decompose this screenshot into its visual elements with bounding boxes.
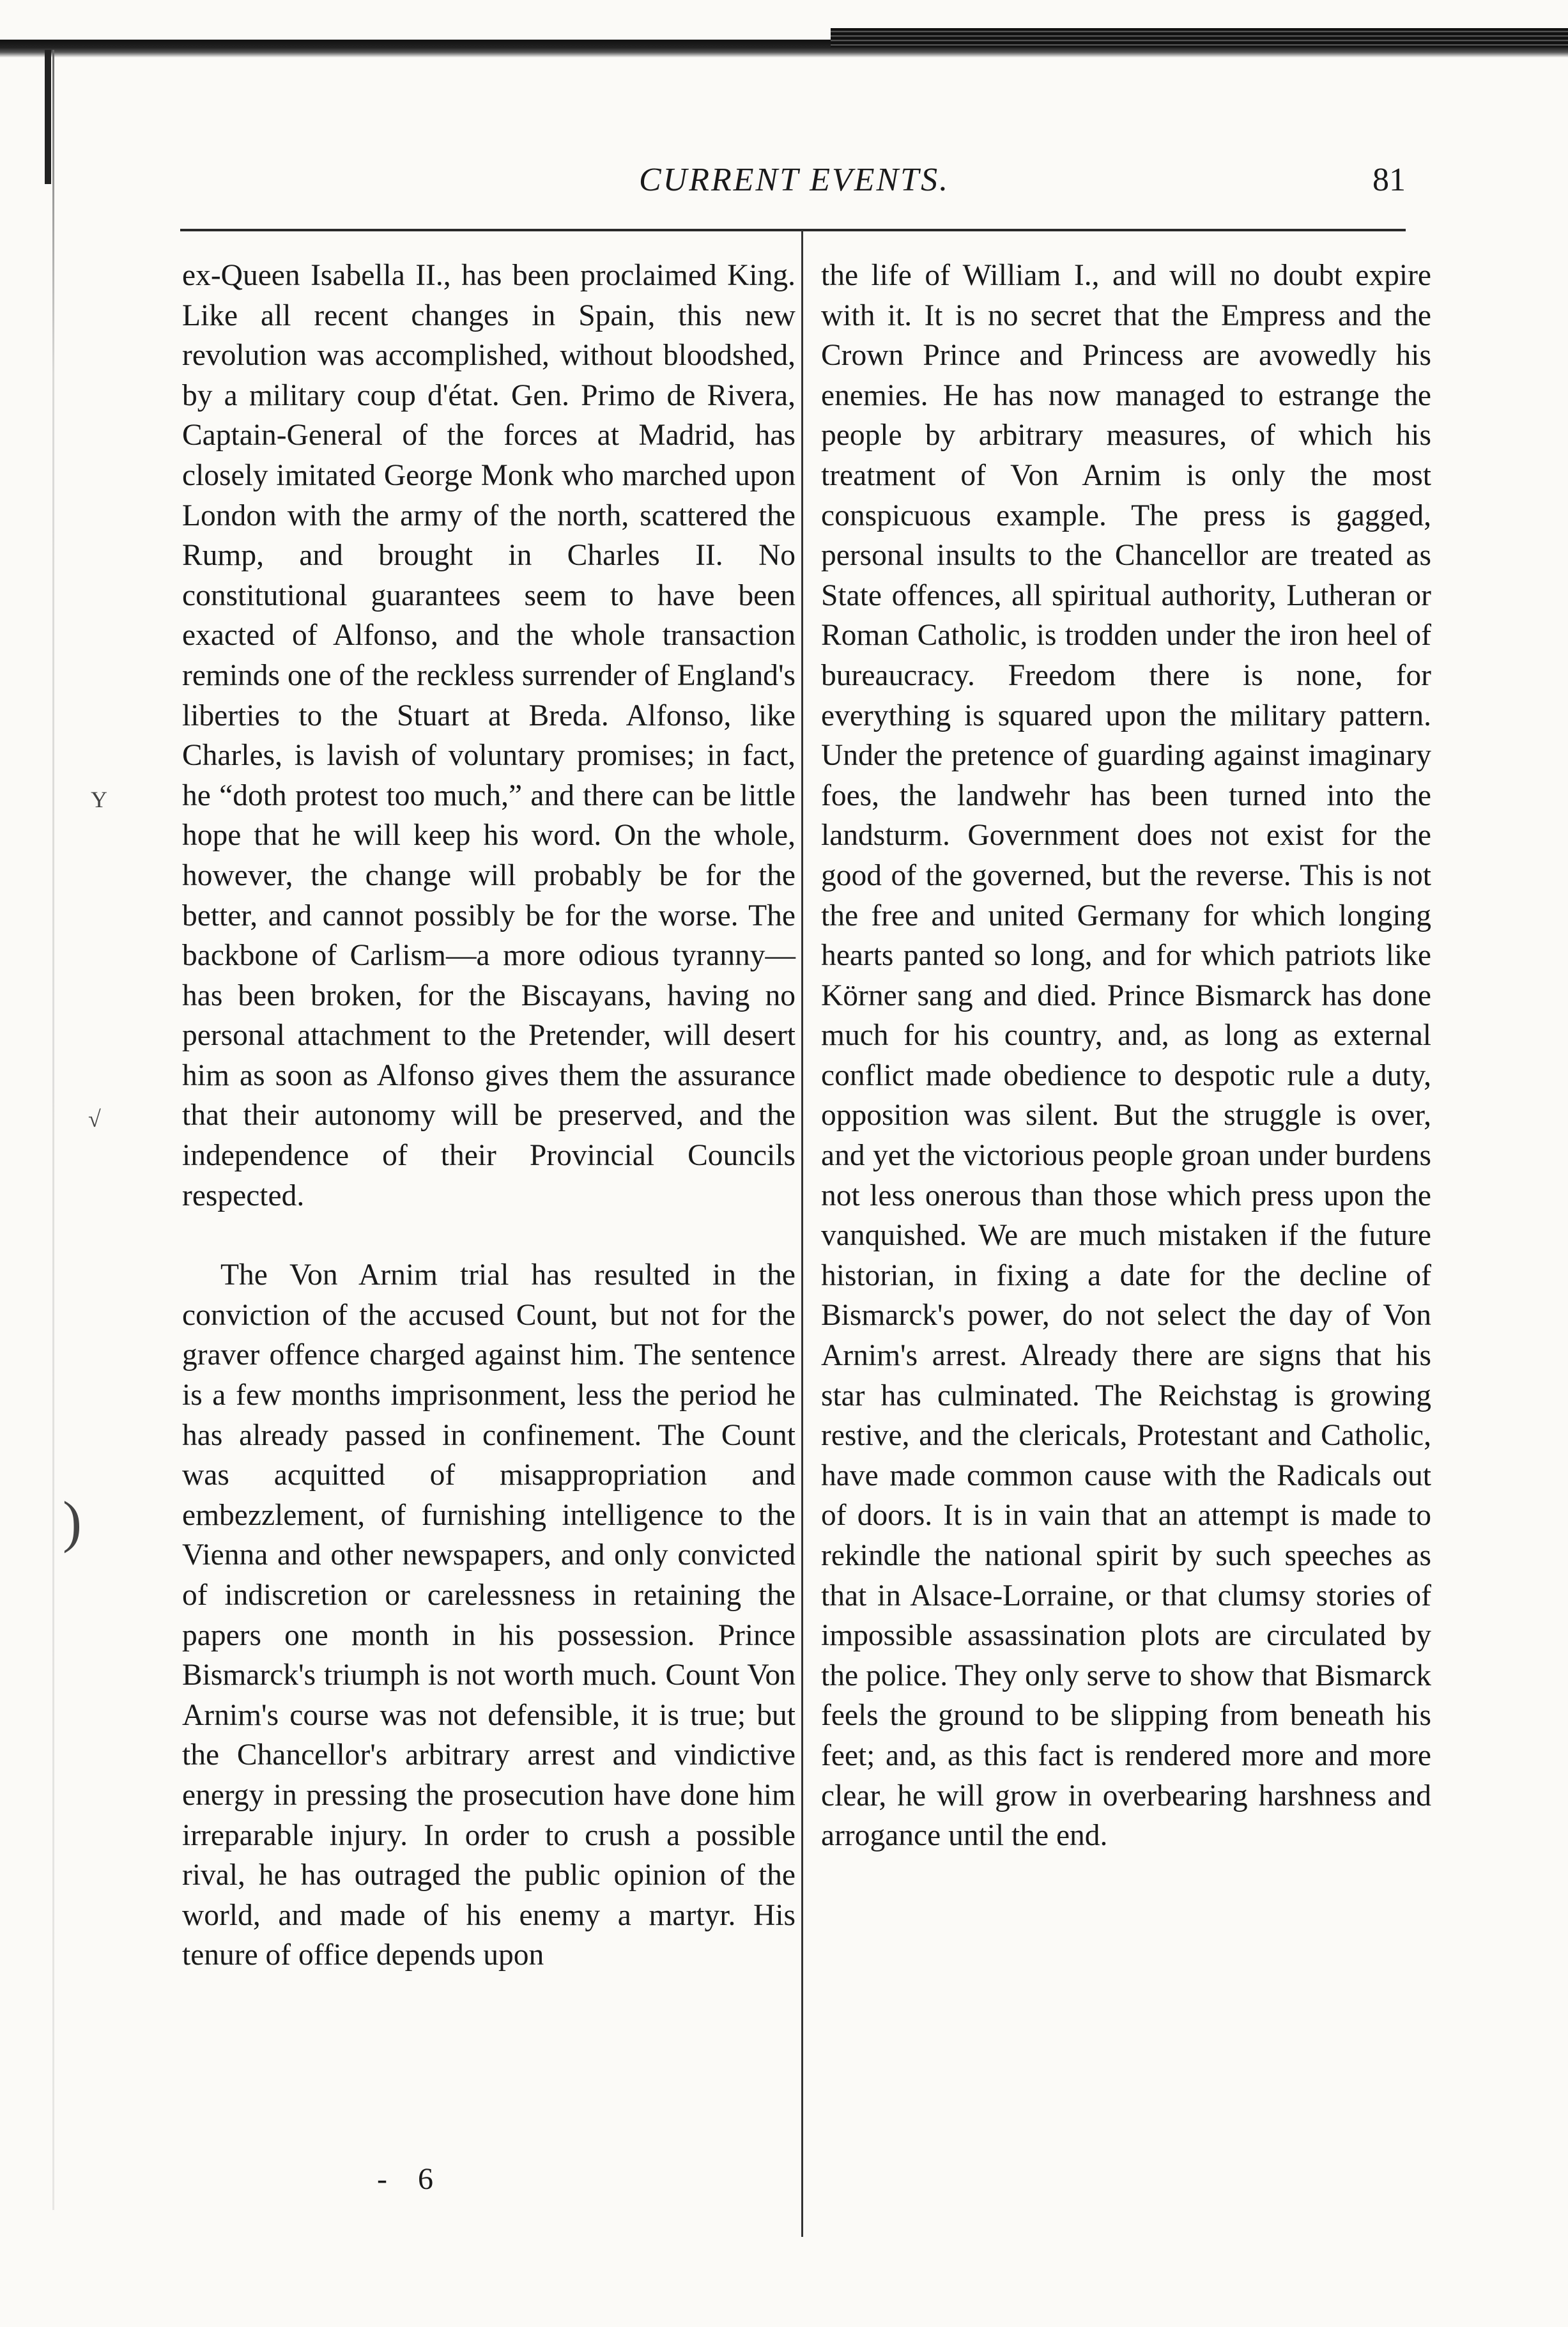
- left-paragraph-spain: ex-Queen Isabella II., has been proclaimed King. Like all recent changes in Spain, this new revolution was accomplished, without bloodshed, by a military coup d'état. Gen. Primo de Rivera, Captain-General of the forces at Madrid, has closely imitated George Monk who marched upon London with the army of the north, scattered the Rump, and brought in Charles II. No constitutional guarantees seem to have been exacted of Alfonso, and the whole transaction reminds one of the reckless surrender of England's liberties to the Stuart at Breda. Alfonso, like Charles, is lavish of voluntary promises; in fact, he “doth protest too much,” and there can be little hope that he will keep his word. On the whole, however, the change will probably be for the better, and cannot possibly be for the worse. The backbone of Carlism—a more odious tyranny—has been broken, for the Biscayans, having no personal attachment to the Pretender, will desert him as soon as Alfonso gives them the assurance that their autonomy will be preserved, and the independence of their Provincial Councils respected.: [182, 259, 796, 1212]
- page-number: 81: [1372, 162, 1406, 198]
- left-paragraph-von-arnim: The Von Arnim trial has resulted in the conviction of the accused Count, but not for the graver offence charged against him. The sentence is a few months imprisonment, less the period he has already passed in confinement. The Count was acquitted of misappropriation and embezzlement, of furnishing intelligence to the Vienna and other newspapers, and only convicted of indiscretion or carelessness in retaining the papers one month in his possession. Prince Bismarck's triumph is not worth much. Count Von Arnim's course was not defensible, it is true; but the Chancellor's arbitrary arrest and vindictive energy in pressing the prosecution have done him irreparable injury. In order to crush a possible rival, he has outraged the public opinion of the world, and made of his enemy a martyr. His tenure of office depends upon: [182, 1258, 796, 1972]
- scan-left-border: [45, 50, 51, 184]
- margin-mark-y: Y: [91, 787, 107, 812]
- right-column: [821, 256, 1431, 1856]
- signature-number: 6: [417, 2162, 433, 2196]
- page-header: [179, 161, 1406, 206]
- signature-mark: [377, 2161, 433, 2197]
- running-head: CURRENT EVENTS.: [639, 162, 950, 198]
- margin-mark-bracket: ): [63, 1490, 82, 1554]
- left-column: [182, 256, 796, 1975]
- scan-top-border-thick: [831, 28, 1568, 47]
- signature-dash: -: [377, 2162, 387, 2196]
- right-paragraph-bismarck: the life of William I., and will no doubt expire with it. It is no secret that the Empress and the Crown Prince and Princess are avowedly his enemies. He has now managed to estrange the people by arbitrary measures, of which his treatment of Von Arnim is only the most conspicuous example. The press is gagged, personal insults to the Chancellor are treated as State offences, all spiritual authority, Lutheran or Roman Catholic, is trodden under the iron heel of bureaucracy. Freedom there is none, for everything is squared upon the military pattern. Under the pretence of guarding against imaginary foes, the landwehr has been turned into the landsturm. Government does not exist for the good of the governed, but the reverse. This is not the free and united Germany for which longing hearts panted so long, and for which patriots like Körner sang and died. Prince Bismarck has done much for his country, and, as long as external conflict made obedience to despotic rule a duty, opposition was silent. But the struggle is over, and yet the victorious people groan under burdens not less onerous than those which press upon the vanquished. We are much mistaken if the future historian, in fixing a date for the decline of Bismarck's power, do not select the day of Von Arnim's arrest. Already there are signs that his star has culminated. The Reichstag is growing restive, and the clericals, Protestant and Catholic, have made common cause with the Radicals out of doors. It is in vain that an attempt is made to rekindle the national spirit by such speeches as that in Alsace-Lorraine, or that clumsy stories of impossible assassination plots are circulated by the police. They only serve to show that Bismarck feels the ground to be slipping from beneath his feet; and, as this fact is rendered more and more clear, he will grow in overbearing harshness and arrogance until the end.: [821, 259, 1431, 1853]
- margin-mark-check: √: [88, 1106, 101, 1132]
- column-divider: [801, 230, 803, 2237]
- scan-left-edge: [52, 50, 54, 2210]
- header-rule: [180, 229, 1406, 231]
